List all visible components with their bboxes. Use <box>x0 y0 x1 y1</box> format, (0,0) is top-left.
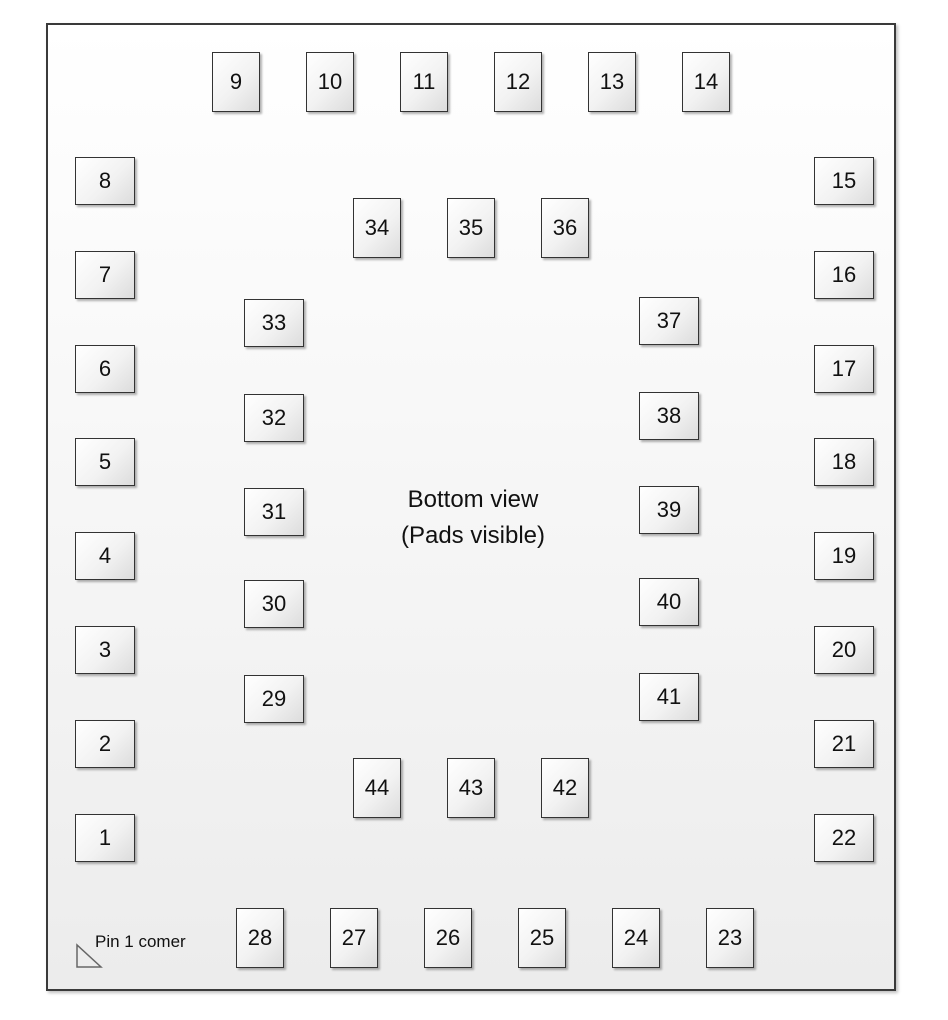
pad-28: 28 <box>236 908 284 968</box>
pad-36: 36 <box>541 198 589 258</box>
pad-10: 10 <box>306 52 354 112</box>
pad-29: 29 <box>244 675 304 723</box>
view-caption <box>360 482 586 554</box>
pad-12: 12 <box>494 52 542 112</box>
pad-7: 7 <box>75 251 135 299</box>
pad-21: 21 <box>814 720 874 768</box>
view-caption-title: Bottom view <box>407 486 539 513</box>
pad-2: 2 <box>75 720 135 768</box>
pad-25: 25 <box>518 908 566 968</box>
pad-44: 44 <box>353 758 401 818</box>
pad-5: 5 <box>75 438 135 486</box>
pin1-corner-label: Pin 1 comer <box>95 932 186 951</box>
pad-3: 3 <box>75 626 135 674</box>
pad-34: 34 <box>353 198 401 258</box>
pad-24: 24 <box>612 908 660 968</box>
pad-14: 14 <box>682 52 730 112</box>
view-caption-subtitle: (Pads visible) <box>400 522 546 549</box>
pad-33: 33 <box>244 299 304 347</box>
pad-16: 16 <box>814 251 874 299</box>
pad-20: 20 <box>814 626 874 674</box>
pad-26: 26 <box>424 908 472 968</box>
pad-39: 39 <box>639 486 699 534</box>
pad-1: 1 <box>75 814 135 862</box>
pad-11: 11 <box>400 52 448 112</box>
pad-6: 6 <box>75 345 135 393</box>
pad-38: 38 <box>639 392 699 440</box>
pad-32: 32 <box>244 394 304 442</box>
pad-18: 18 <box>814 438 874 486</box>
pad-22: 22 <box>814 814 874 862</box>
pad-9: 9 <box>212 52 260 112</box>
pad-4: 4 <box>75 532 135 580</box>
pad-13: 13 <box>588 52 636 112</box>
pad-19: 19 <box>814 532 874 580</box>
pad-43: 43 <box>447 758 495 818</box>
pad-23: 23 <box>706 908 754 968</box>
pad-42: 42 <box>541 758 589 818</box>
pad-30: 30 <box>244 580 304 628</box>
pad-31: 31 <box>244 488 304 536</box>
pad-40: 40 <box>639 578 699 626</box>
pad-27: 27 <box>330 908 378 968</box>
pad-8: 8 <box>75 157 135 205</box>
pad-15: 15 <box>814 157 874 205</box>
pad-35: 35 <box>447 198 495 258</box>
pad-37: 37 <box>639 297 699 345</box>
pad-41: 41 <box>639 673 699 721</box>
pad-17: 17 <box>814 345 874 393</box>
